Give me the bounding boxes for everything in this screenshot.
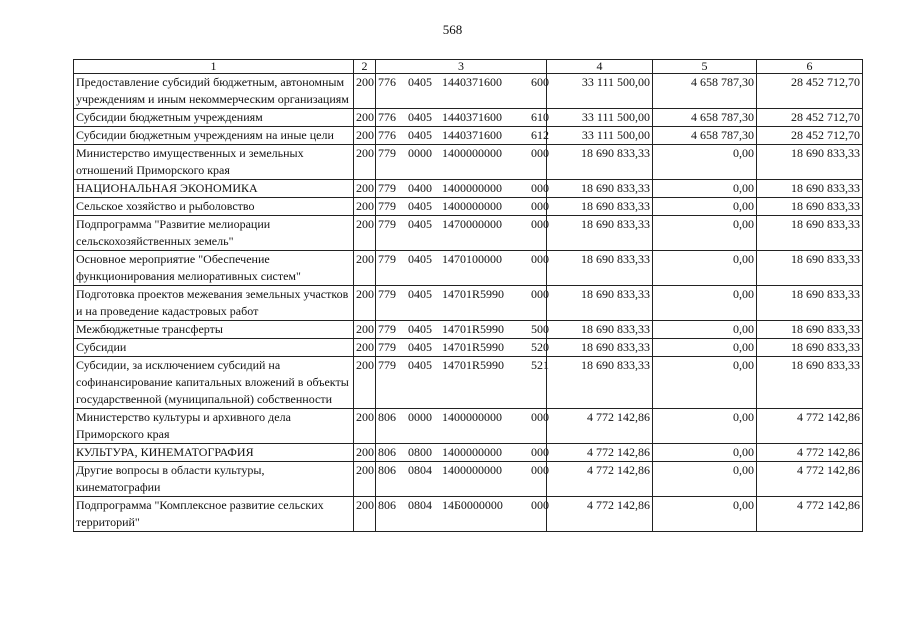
row-codes <box>376 286 547 321</box>
row-col2: 200 <box>354 145 376 180</box>
row-col2: 200 <box>354 321 376 339</box>
row-col2: 200 <box>354 198 376 216</box>
code-section: 0405 <box>408 128 432 142</box>
code-expense-type: 610 <box>531 110 549 124</box>
code-section: 0000 <box>408 146 432 160</box>
code-expense-type: 000 <box>531 287 549 301</box>
row-col4: 18 690 833,33 <box>547 145 653 180</box>
table-row <box>74 198 863 216</box>
row-col5: 0,00 <box>653 321 757 339</box>
row-col4: 18 690 833,33 <box>547 339 653 357</box>
row-name: Субсидии <box>74 339 354 357</box>
row-col6: 4 772 142,86 <box>757 409 863 444</box>
page-number: 568 <box>442 22 463 37</box>
row-col2: 200 <box>354 109 376 127</box>
code-expense-type: 000 <box>531 199 549 213</box>
code-target: 1440371600 <box>442 110 502 124</box>
code-section: 0405 <box>408 322 432 336</box>
row-col6: 4 772 142,86 <box>757 497 863 532</box>
row-name: Подготовка проектов межевания земельных участков и на проведение кадастровых работ <box>74 286 354 321</box>
table-row <box>74 462 863 497</box>
code-target: 14Б0000000 <box>442 498 503 512</box>
code-target: 1400000000 <box>442 445 502 459</box>
table-row <box>74 180 863 198</box>
row-col6: 18 690 833,33 <box>757 198 863 216</box>
table-row <box>74 409 863 444</box>
row-codes <box>376 462 547 497</box>
row-name: Субсидии бюджетным учреждениям <box>74 109 354 127</box>
row-name: Субсидии бюджетным учреждениям на иные цели <box>74 127 354 145</box>
code-target: 1470100000 <box>442 252 502 266</box>
row-col5: 0,00 <box>653 198 757 216</box>
row-col6: 4 772 142,86 <box>757 462 863 497</box>
row-codes <box>376 339 547 357</box>
row-col5: 4 658 787,30 <box>653 109 757 127</box>
row-name: Министерство культуры и архивного дела Приморского края <box>74 409 354 444</box>
code-expense-type: 000 <box>531 498 549 512</box>
row-col6: 18 690 833,33 <box>757 145 863 180</box>
row-col4: 18 690 833,33 <box>547 198 653 216</box>
table-row <box>74 216 863 251</box>
table-row <box>74 444 863 462</box>
code-ministry: 779 <box>378 322 396 336</box>
code-expense-type: 521 <box>531 358 549 372</box>
row-col6: 4 772 142,86 <box>757 444 863 462</box>
row-col6: 28 452 712,70 <box>757 127 863 145</box>
code-ministry: 779 <box>378 199 396 213</box>
table-row <box>74 109 863 127</box>
row-col2: 200 <box>354 216 376 251</box>
row-codes <box>376 444 547 462</box>
table-row <box>74 127 863 145</box>
row-col2: 200 <box>354 462 376 497</box>
code-section: 0405 <box>408 199 432 213</box>
row-col5: 0,00 <box>653 180 757 198</box>
row-name: Основное мероприятие "Обеспечение функционирования мелиоративных систем" <box>74 251 354 286</box>
table-row <box>74 357 863 409</box>
row-col4: 18 690 833,33 <box>547 321 653 339</box>
row-col2: 200 <box>354 180 376 198</box>
row-name: Предоставление субсидий бюджетным, автономным учреждениям и иным некоммерческим организациям <box>74 74 354 109</box>
row-col6: 18 690 833,33 <box>757 216 863 251</box>
code-ministry: 806 <box>378 410 396 424</box>
row-name: Подпрограмма "Развитие мелиорации сельскохозяйственных земель" <box>74 216 354 251</box>
column-header: 6 <box>757 60 863 74</box>
row-col2: 200 <box>354 127 376 145</box>
code-ministry: 779 <box>378 252 396 266</box>
code-ministry: 779 <box>378 340 396 354</box>
row-col5: 4 658 787,30 <box>653 74 757 109</box>
row-col2: 200 <box>354 74 376 109</box>
row-col5: 0,00 <box>653 339 757 357</box>
column-header: 3 <box>376 60 547 74</box>
column-header: 4 <box>547 60 653 74</box>
row-codes <box>376 251 547 286</box>
code-target: 1470000000 <box>442 217 502 231</box>
code-target: 1400000000 <box>442 410 502 424</box>
table-row <box>74 321 863 339</box>
code-section: 0804 <box>408 498 432 512</box>
row-col2: 200 <box>354 286 376 321</box>
row-col5: 0,00 <box>653 145 757 180</box>
row-col5: 0,00 <box>653 357 757 409</box>
code-section: 0405 <box>408 110 432 124</box>
code-section: 0405 <box>408 340 432 354</box>
row-codes <box>376 145 547 180</box>
row-name: Министерство имущественных и земельных отношений Приморского края <box>74 145 354 180</box>
code-section: 0405 <box>408 287 432 301</box>
code-target: 14701R5990 <box>442 358 505 372</box>
code-target: 1400000000 <box>442 181 502 195</box>
row-codes <box>376 357 547 409</box>
row-col6: 28 452 712,70 <box>757 74 863 109</box>
row-col4: 33 111 500,00 <box>547 127 653 145</box>
row-col5: 0,00 <box>653 497 757 532</box>
code-target: 1440371600 <box>442 75 502 89</box>
row-col6: 18 690 833,33 <box>757 321 863 339</box>
row-codes <box>376 216 547 251</box>
row-col2: 200 <box>354 339 376 357</box>
row-col6: 28 452 712,70 <box>757 109 863 127</box>
table-row <box>74 286 863 321</box>
row-col4: 18 690 833,33 <box>547 180 653 198</box>
code-ministry: 779 <box>378 287 396 301</box>
code-ministry: 806 <box>378 498 396 512</box>
code-expense-type: 000 <box>531 217 549 231</box>
row-col5: 0,00 <box>653 409 757 444</box>
code-ministry: 776 <box>378 75 396 89</box>
row-col6: 18 690 833,33 <box>757 286 863 321</box>
code-expense-type: 000 <box>531 445 549 459</box>
code-section: 0405 <box>408 252 432 266</box>
table-header-row <box>74 60 863 74</box>
row-name: Субсидии, за исключением субсидий на софинансирование капитальных вложений в объекты государственной (муниципальной) собственности <box>74 357 354 409</box>
code-expense-type: 000 <box>531 181 549 195</box>
row-col4: 18 690 833,33 <box>547 251 653 286</box>
code-ministry: 779 <box>378 358 396 372</box>
code-ministry: 806 <box>378 463 396 477</box>
row-col6: 18 690 833,33 <box>757 357 863 409</box>
budget-table <box>73 59 863 532</box>
code-target: 14701R5990 <box>442 287 505 301</box>
row-col6: 18 690 833,33 <box>757 180 863 198</box>
code-ministry: 776 <box>378 110 396 124</box>
column-header: 1 <box>74 60 354 74</box>
row-col2: 200 <box>354 251 376 286</box>
row-col4: 18 690 833,33 <box>547 286 653 321</box>
code-ministry: 776 <box>378 128 396 142</box>
row-col5: 0,00 <box>653 251 757 286</box>
row-name: Сельское хозяйство и рыболовство <box>74 198 354 216</box>
code-expense-type: 600 <box>531 75 549 89</box>
code-expense-type: 612 <box>531 128 549 142</box>
row-col4: 33 111 500,00 <box>547 74 653 109</box>
code-target: 1400000000 <box>442 463 502 477</box>
row-codes <box>376 321 547 339</box>
row-col5: 4 658 787,30 <box>653 127 757 145</box>
column-header: 2 <box>354 60 376 74</box>
code-section: 0405 <box>408 217 432 231</box>
row-codes <box>376 127 547 145</box>
code-expense-type: 500 <box>531 322 549 336</box>
table-row <box>74 251 863 286</box>
code-expense-type: 000 <box>531 252 549 266</box>
row-col6: 18 690 833,33 <box>757 251 863 286</box>
row-col4: 4 772 142,86 <box>547 409 653 444</box>
table-row <box>74 145 863 180</box>
code-section: 0405 <box>408 358 432 372</box>
code-section: 0000 <box>408 410 432 424</box>
row-col5: 0,00 <box>653 286 757 321</box>
row-col6: 18 690 833,33 <box>757 339 863 357</box>
row-codes <box>376 74 547 109</box>
code-target: 14701R5990 <box>442 340 505 354</box>
code-target: 1440371600 <box>442 128 502 142</box>
code-ministry: 806 <box>378 445 396 459</box>
code-section: 0804 <box>408 463 432 477</box>
row-col4: 4 772 142,86 <box>547 462 653 497</box>
row-col2: 200 <box>354 444 376 462</box>
code-expense-type: 000 <box>531 410 549 424</box>
row-codes <box>376 109 547 127</box>
code-target: 1400000000 <box>442 199 502 213</box>
row-col4: 4 772 142,86 <box>547 444 653 462</box>
code-target: 1400000000 <box>442 146 502 160</box>
code-ministry: 779 <box>378 217 396 231</box>
row-col5: 0,00 <box>653 462 757 497</box>
row-codes <box>376 409 547 444</box>
row-name: Другие вопросы в области культуры, кинематографии <box>74 462 354 497</box>
row-col2: 200 <box>354 409 376 444</box>
code-expense-type: 000 <box>531 463 549 477</box>
row-col4: 18 690 833,33 <box>547 216 653 251</box>
row-name: КУЛЬТУРА, КИНЕМАТОГРАФИЯ <box>74 444 354 462</box>
row-codes <box>376 497 547 532</box>
row-col2: 200 <box>354 497 376 532</box>
table-row <box>74 497 863 532</box>
code-expense-type: 000 <box>531 146 549 160</box>
row-col2: 200 <box>354 357 376 409</box>
code-expense-type: 520 <box>531 340 549 354</box>
row-col5: 0,00 <box>653 216 757 251</box>
column-header: 5 <box>653 60 757 74</box>
code-section: 0400 <box>408 181 432 195</box>
row-col4: 4 772 142,86 <box>547 497 653 532</box>
code-section: 0405 <box>408 75 432 89</box>
row-name: НАЦИОНАЛЬНАЯ ЭКОНОМИКА <box>74 180 354 198</box>
row-codes <box>376 180 547 198</box>
row-col4: 18 690 833,33 <box>547 357 653 409</box>
code-target: 14701R5990 <box>442 322 505 336</box>
code-ministry: 779 <box>378 146 396 160</box>
code-section: 0800 <box>408 445 432 459</box>
row-codes <box>376 198 547 216</box>
row-name: Подпрограмма "Комплексное развитие сельских территорий" <box>74 497 354 532</box>
code-ministry: 779 <box>378 181 396 195</box>
row-col4: 33 111 500,00 <box>547 109 653 127</box>
table-row <box>74 74 863 109</box>
table-row <box>74 339 863 357</box>
row-col5: 0,00 <box>653 444 757 462</box>
row-name: Межбюджетные трансферты <box>74 321 354 339</box>
